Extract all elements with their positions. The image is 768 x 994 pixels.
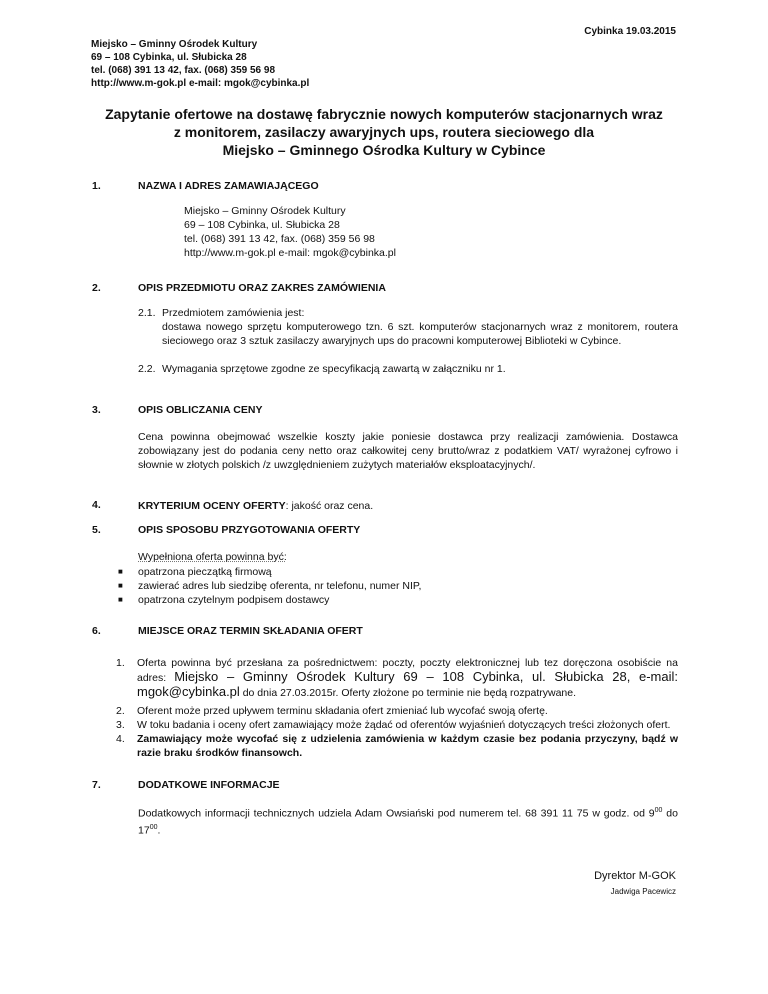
section-number: 5.: [92, 524, 101, 536]
section-heading: MIEJSCE ORAZ TERMIN SKŁADANIA OFERT: [138, 625, 363, 637]
list-item-number: 1.: [116, 657, 125, 669]
subsection-text: Wymagania sprzętowe zgodne ze specyfikacją zawartą w załączniku nr 1.: [162, 363, 506, 375]
address-line: http://www.m-gok.pl e-mail: mgok@cybinka.pl: [184, 247, 396, 259]
address-line: 69 – 108 Cybinka, ul. Słubicka 28: [184, 219, 340, 231]
section-heading: OPIS OBLICZANIA CENY: [138, 404, 263, 416]
subsection-2-1: [138, 306, 678, 348]
bullet-icon: ■: [118, 595, 123, 604]
section-heading: NAZWA I ADRES ZAMAWIAJĄCEGO: [138, 180, 319, 192]
section-heading: OPIS SPOSOBU PRZYGOTOWANIA OFERTY: [138, 524, 361, 536]
list-item: [118, 579, 421, 593]
list-item: [116, 718, 678, 732]
section-number: 4.: [92, 499, 101, 511]
subsection-number: 2.1.: [138, 307, 156, 319]
contractor-address: [184, 204, 396, 260]
list-item-number: 3.: [116, 719, 125, 731]
list-item-text: [137, 656, 678, 700]
criteria-line: [138, 499, 373, 513]
subsection-body: [162, 306, 678, 348]
letterhead-address: 69 – 108 Cybinka, ul. Słubicka 28: [91, 52, 247, 63]
list-item-text: zawierać adres lub siedzibę oferenta, nr telefonu, numer NIP,: [138, 580, 422, 592]
letterhead-web: http://www.m-gok.pl e-mail: mgok@cybinka.pl: [91, 78, 310, 89]
list-item: [116, 732, 678, 760]
address-line: Miejsko – Gminny Ośrodek Kultury: [184, 205, 346, 217]
list-item: [118, 593, 421, 607]
title-line: Miejsko – Gminnego Ośrodka Kultury w Cybince: [222, 142, 546, 158]
section-heading: DODATKOWE INFORMACJE: [138, 779, 280, 791]
document-title: [92, 105, 676, 159]
section-number: 7.: [92, 779, 101, 791]
bullet-icon: ■: [118, 567, 123, 576]
item-text-part: do dnia 27.03.2015r. Oferty złożone po terminie nie będą rozpatrywane.: [239, 687, 577, 699]
list-item: [118, 565, 421, 579]
list-item: [116, 704, 678, 718]
subsection-2-2: [138, 362, 678, 376]
time-superscript: 00: [149, 823, 158, 831]
submission-address: Miejsko – Gminny Ośrodek Kultury 69 – 108 Cybinka, ul. Słubicka 28, e-mail: mgok@cybinka.pl: [137, 669, 679, 699]
signature-title: Dyrektor M-GOK: [594, 870, 676, 882]
title-line: z monitorem, zasilaczy awaryjnych ups, routera sieciowego dla: [173, 124, 595, 140]
list-item-text: opatrzona pieczątką firmową: [138, 566, 272, 578]
list-item-text: W toku badania i oceny ofert zamawiający może żądać od oferentów wyjaśnień dotyczących treści złożonych ofert.: [137, 719, 671, 731]
list-item-text: opatrzona czytelnym podpisem dostawcy: [138, 594, 330, 606]
address-line: tel. (068) 391 13 42, fax. (068) 359 56 98: [184, 233, 375, 245]
subsection-intro: Przedmiotem zamówienia jest:: [162, 307, 305, 319]
criteria-text: : jakość oraz cena.: [285, 500, 374, 512]
list-item-number: 2.: [116, 705, 125, 717]
subsection-number: 2.2.: [138, 363, 156, 375]
section-number: 1.: [92, 180, 101, 192]
list-item: [116, 656, 678, 700]
document-date: Cybinka 19.03.2015: [584, 26, 676, 37]
letterhead: [91, 38, 309, 90]
info-text: Dodatkowych informacji technicznych udziela Adam Owsiański pod numerem tel. 68 391 11 75 w godz. od 9: [138, 807, 655, 820]
time-superscript: 00: [654, 807, 663, 814]
section-number: 2.: [92, 282, 101, 294]
item-text-part: Oferta powinna być przesłana za pośrednictwem: poczty, poczty elektronicznej lub tez doręczona osobiście na adres:: [137, 657, 678, 684]
list-item-number: 4.: [116, 733, 125, 745]
section-heading: KRYTERIUM OCENY OFERTY: [138, 500, 286, 512]
list-item-text: Oferent może przed upływem terminu składania ofert zmieniać lub wycofać swoją ofertę.: [137, 705, 548, 717]
info-text: .: [157, 824, 161, 836]
signature-name: Jadwiga Pacewicz: [610, 887, 676, 896]
list-item-text: Zamawiający może wycofać się z udzielenia zamówienia w każdym czasie bez podania przyczyny, bądź w razie braku środków finansowch.: [137, 733, 678, 759]
section-number: 6.: [92, 625, 101, 637]
offer-intro: [138, 550, 287, 564]
info-text: do 17: [138, 807, 678, 836]
title-line: Zapytanie ofertowe na dostawę fabrycznie nowych komputerów stacjonarnych wraz: [105, 106, 663, 122]
offer-intro-text: Wypełniona oferta powinna być:: [138, 551, 287, 563]
offer-requirements-list: [118, 565, 421, 607]
submission-list: [116, 656, 678, 760]
letterhead-phone: tel. (068) 391 13 42, fax. (068) 359 56 98: [91, 65, 276, 76]
section-number: 3.: [92, 404, 101, 416]
letterhead-org: Miejsko – Gminny Ośrodek Kultury: [91, 39, 258, 50]
section-heading: OPIS PRZEDMIOTU ORAZ ZAKRES ZAMÓWIENIA: [138, 282, 386, 294]
subsection-text: dostawa nowego sprzętu komputerowego tzn. 6 szt. komputerów stacjonarnych wraz z monitorem, routera sieciowego oraz 3 sztuk zasilaczy awaryjnych ups do pracowni komputerowej Biblioteki w Cybince.: [162, 321, 678, 347]
additional-info: [138, 804, 678, 837]
bullet-icon: ■: [118, 581, 123, 590]
price-paragraph: Cena powinna obejmować wszelkie koszty jakie poniesie dostawca przy realizacji zamówienia. Dostawca zobowiązany jest do podania ceny netto oraz całkowitej ceny brutto/wraz z podatkiem VAT/ wyrażonej cyfrowo i słownie w złotych polskich /z uwzględnieniem zużytych materiałów eksploatacyjnych/.: [138, 431, 678, 471]
